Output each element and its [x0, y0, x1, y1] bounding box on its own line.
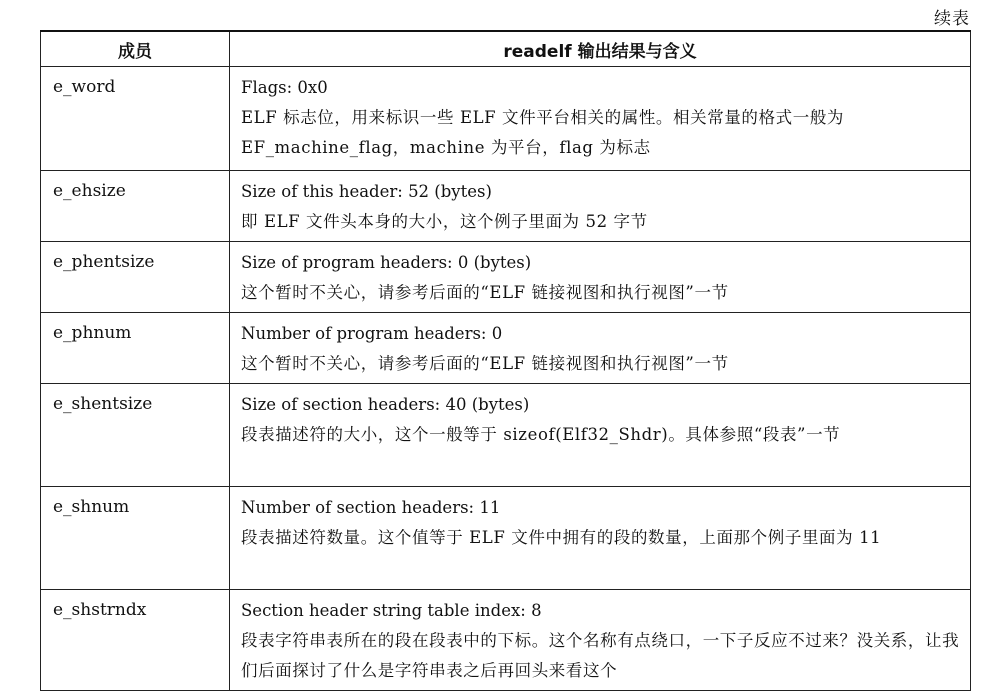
member-name: e_shstrndx [41, 590, 230, 691]
header-output: readelf 输出结果与含义 [230, 31, 971, 67]
table-row [41, 313, 971, 384]
field-description [230, 384, 971, 487]
member-name: e_phnum [41, 313, 230, 384]
table-row [41, 67, 971, 171]
field-description [230, 313, 971, 384]
member-name: e_shnum [41, 487, 230, 590]
header-member: 成员 [41, 31, 230, 67]
readelf-output: Flags: 0x0 [241, 78, 328, 97]
field-meaning: 段表描述符的大小，这个一般等于 sizeof(Elf32_Shdr)。具体参照“段表”一节 [241, 425, 841, 444]
member-name: e_shentsize [41, 384, 230, 487]
field-description [230, 171, 971, 242]
field-description [230, 242, 971, 313]
field-description [230, 590, 971, 691]
readelf-output: Size of program headers: 0 (bytes) [241, 253, 532, 272]
field-description [230, 487, 971, 590]
field-meaning: 这个暂时不关心，请参考后面的“ELF 链接视图和执行视图”一节 [241, 283, 729, 302]
elf-header-fields-table [40, 30, 971, 691]
readelf-output: Section header string table index: 8 [241, 601, 542, 620]
member-name: e_phentsize [41, 242, 230, 313]
field-meaning: 即 ELF 文件头本身的大小，这个例子里面为 52 字节 [241, 212, 648, 231]
table-row [41, 242, 971, 313]
table-header-row [41, 31, 971, 67]
field-description [230, 67, 971, 171]
readelf-output: Number of section headers: 11 [241, 498, 501, 517]
member-name: e_ehsize [41, 171, 230, 242]
readelf-output: Size of section headers: 40 (bytes) [241, 395, 530, 414]
readelf-output: Number of program headers: 0 [241, 324, 503, 343]
table-row [41, 384, 971, 487]
table-row [41, 171, 971, 242]
continued-label: 续表 [934, 9, 970, 29]
table-row [41, 590, 971, 691]
field-meaning: ELF 标志位，用来标识一些 ELF 文件平台相关的属性。相关常量的格式一般为 EF_machine_flag，machine 为平台，flag 为标志 [241, 108, 845, 157]
field-meaning: 这个暂时不关心，请参考后面的“ELF 链接视图和执行视图”一节 [241, 354, 729, 373]
readelf-output: Size of this header: 52 (bytes) [241, 182, 492, 201]
field-meaning: 段表描述符数量。这个值等于 ELF 文件中拥有的段的数量，上面那个例子里面为 11 [241, 528, 882, 547]
table-row [41, 487, 971, 590]
field-meaning: 段表字符串表所在的段在段表中的下标。这个名称有点绕口，一下子反应不过来？没关系，让我们后面探讨了什么是字符串表之后再回头来看这个 [241, 631, 960, 680]
member-name: e_word [41, 67, 230, 171]
